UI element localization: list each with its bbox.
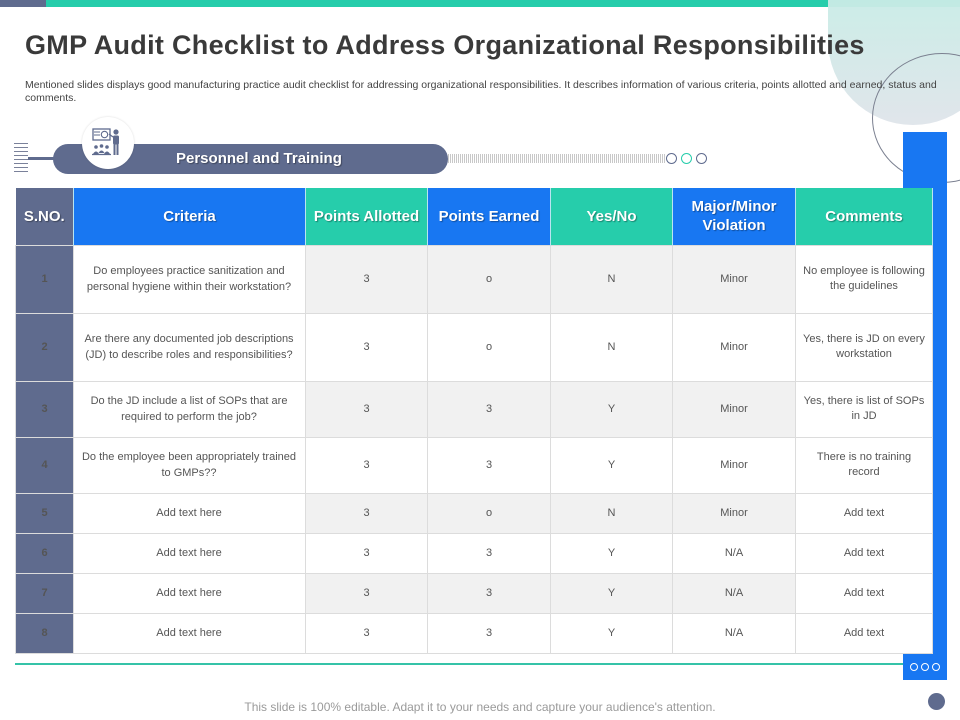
row-sno: 2 — [16, 313, 74, 381]
dot-icon — [666, 153, 677, 164]
audit-checklist-table — [15, 188, 933, 654]
dot-icon — [696, 153, 707, 164]
row-violation: Minor — [673, 313, 796, 381]
table-row — [16, 573, 933, 613]
row-criteria: Add text here — [74, 533, 306, 573]
row-yes-no: N — [551, 313, 673, 381]
training-presentation-icon — [82, 117, 134, 169]
page-title: GMP Audit Checklist to Address Organizational Responsibilities — [25, 30, 865, 60]
row-points-earned: 3 — [428, 613, 551, 653]
dot-icon — [910, 663, 918, 671]
section-stripes — [14, 143, 28, 173]
table-row — [16, 493, 933, 533]
section-title: Personnel and Training — [176, 150, 342, 167]
row-comments: Add text — [796, 573, 933, 613]
row-points-allotted: 3 — [306, 381, 428, 437]
row-comments: Add text — [796, 613, 933, 653]
table-row — [16, 437, 933, 493]
row-violation: N/A — [673, 533, 796, 573]
row-sno: 8 — [16, 613, 74, 653]
row-violation: N/A — [673, 573, 796, 613]
row-sno: 4 — [16, 437, 74, 493]
dot-icon — [681, 153, 692, 164]
row-points-allotted: 3 — [306, 437, 428, 493]
row-violation: Minor — [673, 381, 796, 437]
header-points-earned: Points Earned — [428, 188, 551, 245]
footer-note: This slide is 100% editable. Adapt it to your needs and capture your audience's attention. — [244, 700, 716, 714]
row-criteria: Do the JD include a list of SOPs that are required to perform the job? — [74, 381, 306, 437]
row-criteria: Add text here — [74, 493, 306, 533]
header-yes-no: Yes/No — [551, 188, 673, 245]
row-sno: 5 — [16, 493, 74, 533]
row-points-allotted: 3 — [306, 313, 428, 381]
row-yes-no: N — [551, 493, 673, 533]
row-yes-no: Y — [551, 381, 673, 437]
decorative-dots — [666, 153, 707, 164]
row-yes-no: Y — [551, 533, 673, 573]
header-points-allotted: Points Allotted — [306, 188, 428, 245]
table-row — [16, 245, 933, 313]
row-sno: 3 — [16, 381, 74, 437]
row-points-allotted: 3 — [306, 245, 428, 313]
row-violation: Minor — [673, 245, 796, 313]
bottom-divider — [15, 663, 905, 665]
row-violation: Minor — [673, 437, 796, 493]
decorative-hatch-line — [448, 154, 666, 163]
row-sno: 6 — [16, 533, 74, 573]
row-yes-no: Y — [551, 573, 673, 613]
header-violation: Major/Minor Violation — [673, 188, 796, 245]
row-criteria: Are there any documented job descriptions (JD) to describe roles and responsibilities? — [74, 313, 306, 381]
row-criteria: Add text here — [74, 573, 306, 613]
row-yes-no: Y — [551, 613, 673, 653]
dot-icon — [932, 663, 940, 671]
row-points-earned: o — [428, 313, 551, 381]
row-criteria: Do the employee been appropriately trained to GMPs?? — [74, 437, 306, 493]
dot-icon — [921, 663, 929, 671]
page-description: Mentioned slides displays good manufacturing practice audit checklist for addressing organizational responsibilities. It describes information of various criteria, points allotted and earned, status and comments. — [25, 79, 937, 104]
row-points-earned: o — [428, 245, 551, 313]
row-comments: There is no training record — [796, 437, 933, 493]
row-points-earned: 3 — [428, 437, 551, 493]
row-comments: Yes, there is JD on every workstation — [796, 313, 933, 381]
row-comments: Yes, there is list of SOPs in JD — [796, 381, 933, 437]
table-row — [16, 381, 933, 437]
table-row — [16, 613, 933, 653]
decorative-dots-bottom — [903, 655, 947, 679]
row-violation: N/A — [673, 613, 796, 653]
row-points-earned: o — [428, 493, 551, 533]
header-criteria: Criteria — [74, 188, 306, 245]
row-comments: Add text — [796, 493, 933, 533]
row-points-allotted: 3 — [306, 613, 428, 653]
row-points-earned: 3 — [428, 381, 551, 437]
row-comments: Add text — [796, 533, 933, 573]
row-sno: 1 — [16, 245, 74, 313]
section-connector — [28, 157, 56, 160]
table-header-row — [16, 188, 933, 245]
row-points-earned: 3 — [428, 573, 551, 613]
row-criteria: Add text here — [74, 613, 306, 653]
row-points-allotted: 3 — [306, 493, 428, 533]
top-accent-segment — [0, 0, 46, 7]
row-criteria: Do employees practice sanitization and personal hygiene within their workstation? — [74, 245, 306, 313]
row-yes-no: N — [551, 245, 673, 313]
top-accent-bar — [0, 0, 960, 7]
table-row — [16, 313, 933, 381]
row-yes-no: Y — [551, 437, 673, 493]
row-comments: No employee is following the guidelines — [796, 245, 933, 313]
row-points-earned: 3 — [428, 533, 551, 573]
row-points-allotted: 3 — [306, 533, 428, 573]
row-points-allotted: 3 — [306, 573, 428, 613]
row-violation: Minor — [673, 493, 796, 533]
header-sno: S.NO. — [16, 188, 74, 245]
header-comments: Comments — [796, 188, 933, 245]
table-row — [16, 533, 933, 573]
row-sno: 7 — [16, 573, 74, 613]
